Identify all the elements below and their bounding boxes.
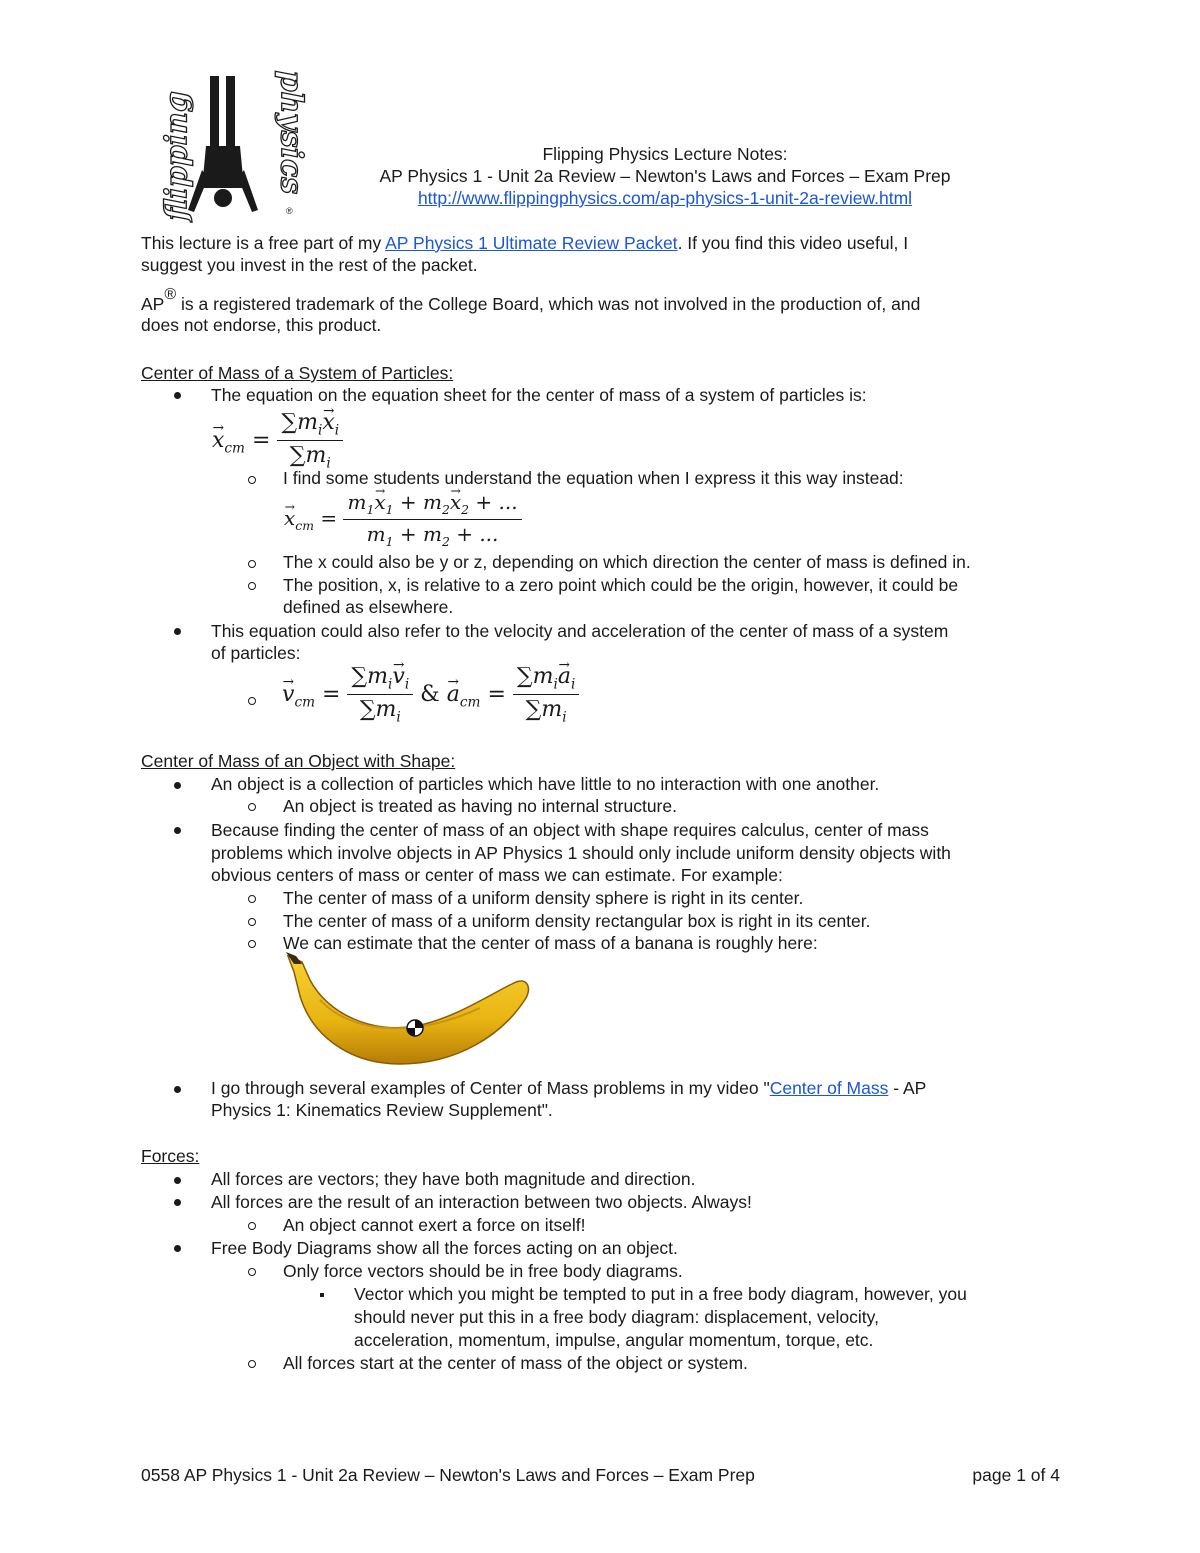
footer-title: 0558 AP Physics 1 - Unit 2a Review – Newton's Laws and Forces – Exam Prep xyxy=(141,1465,755,1485)
list-item-continuation: acceleration, momentum, impulse, angular momentum, torque, etc. xyxy=(354,1330,874,1350)
list-item: All forces are vectors; they have both magnitude and direction. xyxy=(211,1169,696,1189)
list-item: All forces are the result of an interaction between two objects. Always! xyxy=(211,1192,752,1212)
header-title: Flipping Physics Lecture Notes: xyxy=(542,144,788,164)
list-item: Free Body Diagrams show all the forces acting on an object. xyxy=(211,1238,678,1258)
bullet xyxy=(174,628,181,635)
center-of-mass-video-link[interactable]: Center of Mass xyxy=(769,1078,889,1098)
bullet xyxy=(174,392,181,399)
header-subtitle: AP Physics 1 - Unit 2a Review – Newton's Laws and Forces – Exam Prep xyxy=(379,166,951,186)
equation-center-of-mass: → $x_{cm}$ = $\frac{\sum m_i\to x_i}{\sum m_i}$ xyxy=(212,410,343,472)
section-heading-forces: Forces: xyxy=(141,1146,200,1166)
review-packet-link[interactable]: AP Physics 1 Ultimate Review Packet xyxy=(385,233,678,253)
intro-text: . If you find this video useful, I xyxy=(677,233,909,253)
bullet xyxy=(174,1199,181,1206)
list-item-continuation: defined as elsewhere. xyxy=(283,597,454,617)
list-item-continuation: of particles: xyxy=(211,643,301,663)
list-item: An object cannot exert a force on itself! xyxy=(283,1215,586,1235)
intro-line-1 xyxy=(141,232,908,254)
list-item: Vector which you might be tempted to put in a free body diagram, however, you xyxy=(354,1284,967,1304)
list-item: The center of mass of a uniform density rectangular box is right in its center. xyxy=(283,911,871,931)
sub-bullet xyxy=(248,918,256,926)
list-item-continuation: problems which involve objects in AP Physics 1 should only include uniform density objects with xyxy=(211,843,951,863)
list-item: We can estimate that the center of mass of a banana is roughly here: xyxy=(283,933,818,953)
equation-velocity-acceleration-cm: → $v_{cm}$ = $\frac{\sum m_i\to v_i}{\sum m_i}$ & → $a_{cm}$ = $\frac{\sum m_i\to a_i}{\sum m_i}$ xyxy=(282,664,579,726)
list-item: This equation could also refer to the velocity and acceleration of the center of mass of a system xyxy=(211,621,949,641)
list-item: The x could also be y or z, depending on which direction the center of mass is defined in. xyxy=(283,552,971,572)
sub-bullet xyxy=(248,560,256,568)
footer-page-number: page 1 of 4 xyxy=(972,1465,1060,1485)
logo-text-right: physics xyxy=(273,70,309,195)
list-item: An object is treated as having no internal structure. xyxy=(283,796,677,816)
sub-bullet xyxy=(248,1222,256,1230)
sub-bullet xyxy=(248,895,256,903)
intro-line-2: suggest you invest in the rest of the packet. xyxy=(141,255,478,275)
sub-bullet xyxy=(248,476,256,484)
list-item: The equation on the equation sheet for the center of mass of a system of particles is: xyxy=(211,385,867,405)
bullet xyxy=(174,1177,181,1184)
tertiary-bullet xyxy=(320,1293,324,1297)
bullet xyxy=(174,1086,181,1093)
sub-bullet xyxy=(248,803,256,811)
list-item: An object is a collection of particles which have little to no interaction with one another. xyxy=(211,774,880,794)
bullet xyxy=(174,782,181,789)
sub-bullet xyxy=(248,1360,256,1368)
registered-mark: ® xyxy=(164,286,177,303)
trademark-text: is a registered trademark of the College Board, which was not involved in the production of, and xyxy=(176,293,921,314)
sub-bullet xyxy=(248,582,256,590)
bullet xyxy=(174,827,181,834)
list-item-text: - AP xyxy=(888,1078,927,1098)
list-item xyxy=(211,1077,926,1099)
list-item-text: I go through several examples of Center of Mass problems in my video " xyxy=(211,1078,770,1098)
intro-text: This lecture is a free part of my xyxy=(141,233,386,253)
list-item: Only force vectors should be in free body diagrams. xyxy=(283,1261,683,1281)
logo-text-left: flipping xyxy=(159,91,195,221)
equation-center-of-mass-expanded: → $x_{cm}$ = $\frac{m_1\to x_1 + m_2\to x_2 + ...}{m_1 + m_2 + ...}$ xyxy=(284,490,522,549)
ampersand: & xyxy=(420,681,440,707)
list-item: I find some students understand the equation when I express it this way instead: xyxy=(283,468,904,488)
header-url-link[interactable]: http://www.flippingphysics.com/ap-physics-1-unit-2a-review.html xyxy=(417,188,913,208)
sub-bullet xyxy=(248,1268,256,1276)
section-heading-object-with-shape: Center of Mass of an Object with Shape: xyxy=(141,751,456,771)
list-item-continuation: should never put this in a free body diagram: displacement, velocity, xyxy=(354,1307,879,1327)
list-item: Because finding the center of mass of an object with shape requires calculus, center of mass xyxy=(211,820,929,840)
list-item: The position, x, is relative to a zero point which could be the origin, however, it could be xyxy=(283,575,959,595)
logo-registered-mark: ® xyxy=(286,206,293,216)
trademark-line-1 xyxy=(141,288,920,315)
flipping-physics-logo xyxy=(140,70,310,220)
section-heading-system-of-particles: Center of Mass of a System of Particles: xyxy=(141,363,454,383)
trademark-text: AP xyxy=(141,293,165,314)
trademark-line-2: does not endorse, this product. xyxy=(141,315,382,335)
list-item: The center of mass of a uniform density sphere is right in its center. xyxy=(283,888,804,908)
banana-image xyxy=(280,952,536,1072)
list-item-continuation: Physics 1: Kinematics Review Supplement". xyxy=(211,1100,553,1120)
list-item: All forces start at the center of mass of the object or system. xyxy=(283,1353,748,1373)
bullet xyxy=(174,1245,181,1252)
header-url-row xyxy=(320,187,1010,209)
sub-bullet xyxy=(248,940,256,948)
list-item-continuation: obvious centers of mass or center of mass we can estimate. For example: xyxy=(211,865,783,885)
sub-bullet xyxy=(248,697,256,705)
